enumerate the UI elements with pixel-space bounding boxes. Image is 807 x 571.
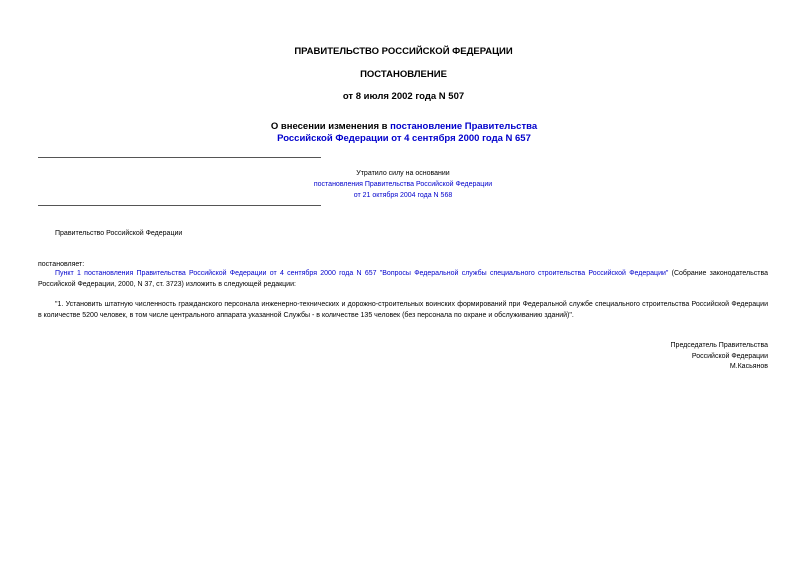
status-note [253,168,553,201]
title-link-amended-resolution[interactable]: постановление Правительства [390,121,538,132]
paragraph-1-link[interactable]: Пункт 1 постановления Правительства Российской Федерации от 4 сентября 2000 года N 657 "Вопросы Федеральной службы специального строительства Российской Федерации" [55,270,669,277]
signature-position-line2: Российской Федерации [691,352,768,360]
status-note-line1: Утратило силу на основании [356,170,450,177]
resolves-word: постановляет: [38,261,85,268]
paragraph-1 [38,268,768,290]
title-link-amended-resolution-line2[interactable]: Российской Федерации от 4 сентября 2000 года N 657 [277,132,531,144]
divider-bottom [38,205,321,206]
status-note-link-line1[interactable]: постановления Правительства Российской Федерации [313,181,493,188]
title-prefix: О внесении изменения в [270,121,391,132]
paragraph-2: "1. Установить штатную численность гражданского персонала инженерно-технических и дорожно-строительных воинских формирований при Федеральной службе специального строительства Российской Федерации в количестве 5200 человек, в том числе центрального аппарата указанной Службы - в количестве 135 человек (без персонала по охране и обслуживанию зданий)". [38,301,768,319]
government-heading: ПРАВИТЕЛЬСТВО РОССИЙСКОЙ ФЕДЕРАЦИИ [294,46,513,57]
signature-name: М.Касьянов [729,363,768,370]
document-date-number: от 8 июля 2002 года N 507 [342,91,465,102]
issuing-body: Правительство Российской Федерации [55,230,183,237]
document-title [200,121,608,144]
paragraph-1-text: (Собрание законодательства Российской Федерации, 2000, N 37, ст. 3723) изложить в следующей редакции: [38,270,768,288]
status-note-link-line2[interactable]: от 21 октября 2004 года N 568 [353,192,453,199]
document-type: ПОСТАНОВЛЕНИЕ [360,69,447,80]
divider-top [38,157,321,158]
signature-block [568,341,768,373]
signature-position-line1: Председатель Правительства [670,342,768,349]
